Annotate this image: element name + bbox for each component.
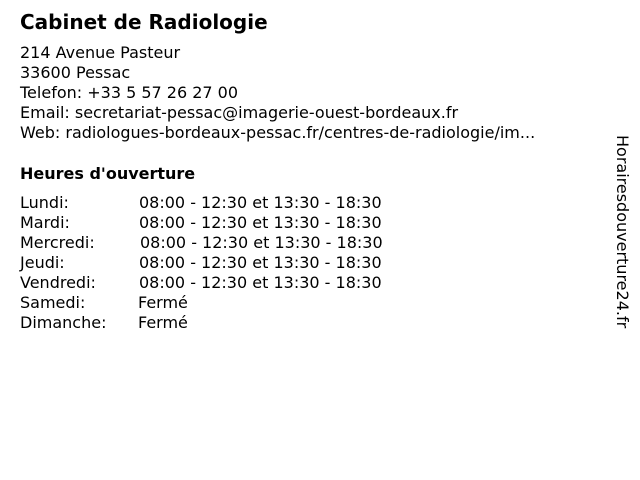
street-address: 214 Avenue Pasteur xyxy=(20,43,181,62)
day-label: Mercredi: xyxy=(20,233,95,252)
day-hours: 08:00 - 12:30 et 13:30 - 18:30 xyxy=(139,193,382,212)
hours-row-vendredi xyxy=(20,273,440,293)
opening-hours-table xyxy=(20,193,440,333)
day-label: Samedi: xyxy=(20,293,86,312)
website-link[interactable]: Web: radiologues-bordeaux-pessac.fr/centres-de-radiologie/im... xyxy=(20,123,536,142)
hours-row-samedi xyxy=(20,293,440,313)
day-label: Vendredi: xyxy=(20,273,96,292)
hours-row-mercredi xyxy=(20,233,440,253)
business-name: Cabinet de Radiologie xyxy=(20,10,268,34)
hours-row-lundi xyxy=(20,193,440,213)
day-hours: 08:00 - 12:30 et 13:30 - 18:30 xyxy=(140,233,383,252)
email-address: Email: secretariat-pessac@imagerie-ouest-bordeaux.fr xyxy=(20,103,459,122)
day-hours: 08:00 - 12:30 et 13:30 - 18:30 xyxy=(139,213,382,232)
day-hours: Fermé xyxy=(138,293,188,312)
hours-row-jeudi xyxy=(20,253,440,273)
site-watermark: Horairesdouverture24.fr xyxy=(613,135,632,329)
day-hours: Fermé xyxy=(138,313,188,332)
business-contact-block xyxy=(20,43,535,143)
hours-row-mardi xyxy=(20,213,440,233)
day-hours: 08:00 - 12:30 et 13:30 - 18:30 xyxy=(139,253,382,272)
day-label: Mardi: xyxy=(20,213,70,232)
hours-row-dimanche xyxy=(20,313,440,333)
day-hours: 08:00 - 12:30 et 13:30 - 18:30 xyxy=(139,273,382,292)
day-label: Jeudi: xyxy=(20,253,65,272)
day-label: Lundi: xyxy=(20,193,69,212)
day-label: Dimanche: xyxy=(20,313,107,332)
opening-hours-heading: Heures d'ouverture xyxy=(20,164,196,183)
phone-number: Telefon: +33 5 57 26 27 00 xyxy=(20,83,239,102)
city-postcode: 33600 Pessac xyxy=(20,63,131,82)
